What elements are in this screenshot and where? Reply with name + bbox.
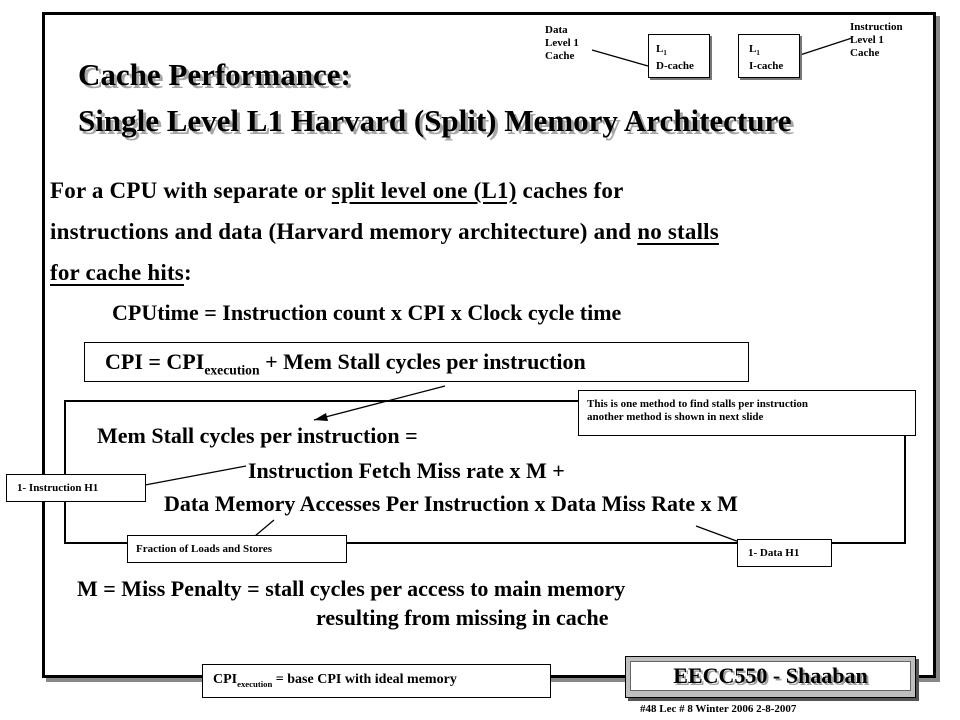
miss-penalty-line-2: resulting from missing in cache (316, 605, 609, 630)
data-h1-callout: 1- Data H1 (737, 539, 832, 567)
intro-line-3: for cache hits: (50, 260, 192, 285)
cputime-formula: CPUtime = Instruction count x CPI x Clock cycle time (112, 300, 622, 325)
mem-stall-line-1: Mem Stall cycles per instruction = (97, 423, 418, 448)
title-line-2: Single Level L1 Harvard (Split) Memory Architecture (78, 103, 792, 138)
fraction-callout: Fraction of Loads and Stores (127, 535, 347, 563)
footer-info: #48 Lec # 8 Winter 2006 2-8-2007 (640, 703, 797, 715)
brand-text: EECC550 - Shaaban (630, 661, 911, 691)
intro-line-2: instructions and data (Harvard memory architecture) and no stalls (50, 219, 719, 244)
mem-stall-line-3: Data Memory Accesses Per Instruction x Data Miss Rate x M (164, 491, 738, 516)
miss-penalty-line-1: M = Miss Penalty = stall cycles per access to main memory (77, 576, 626, 601)
i-cache-leader (800, 38, 852, 55)
intro-line-1: For a CPU with separate or split level one (L1) caches for (50, 178, 624, 203)
data-cache-label: Data Level 1 Cache (545, 24, 579, 62)
cpi-execution-box: $CPI_{execution}$ = base CPI with ideal memory (202, 664, 551, 698)
l1-d-cache-box: $L_1$ D-cache (648, 34, 710, 78)
mem-stall-line-2: Instruction Fetch Miss rate x M + (248, 458, 565, 483)
d-cache-leader (592, 50, 648, 66)
instr-cache-label: Instruction Level 1 Cache (850, 21, 903, 59)
title-line-1: Cache Performance: (78, 57, 351, 92)
method-note-box: This is one method to find stalls per instruction another method is shown in next slide (578, 390, 916, 436)
cpi-formula-box: CPI = $CPI_{execution}$ + Mem Stall cycles per instruction (84, 342, 749, 382)
l1-i-cache-box: $L_1$ I-cache (738, 34, 800, 78)
instruction-h1-callout: 1- Instruction H1 (6, 474, 146, 502)
brand-badge (625, 656, 916, 698)
